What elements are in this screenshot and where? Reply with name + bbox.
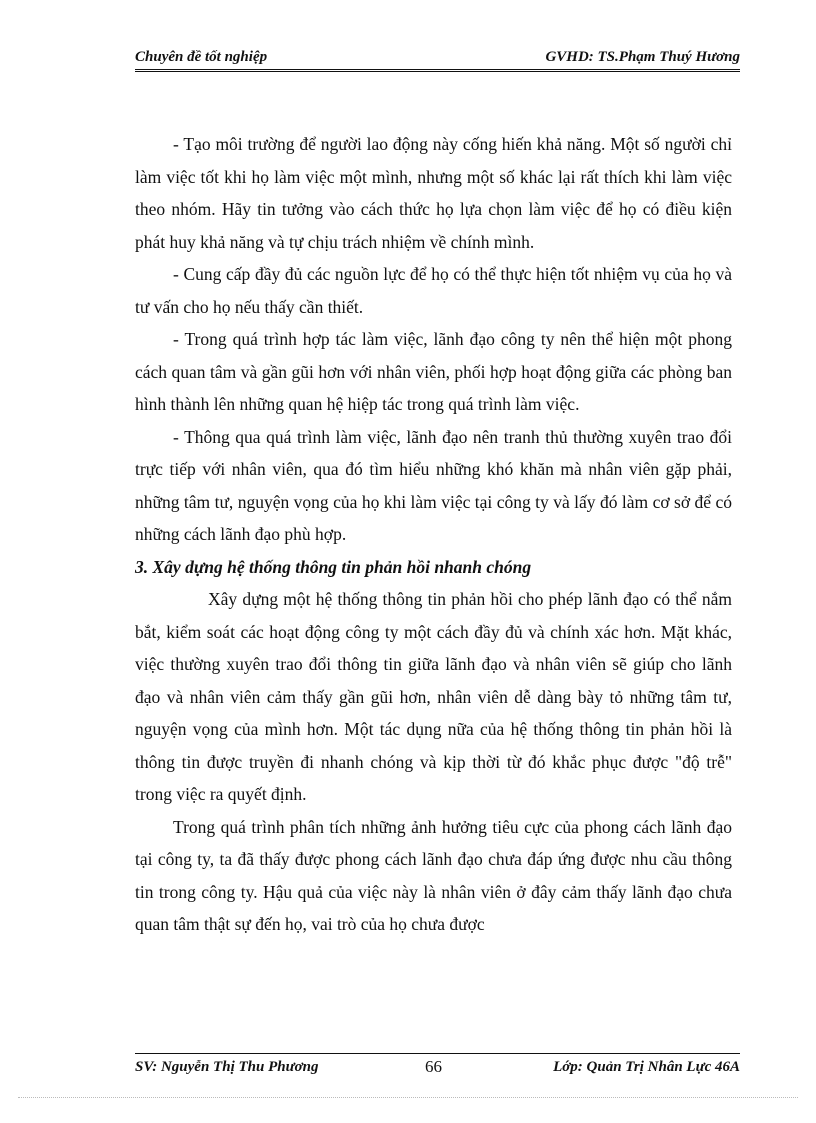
section-heading: 3. Xây dựng hệ thống thông tin phản hồi nhanh chóng bbox=[135, 556, 532, 577]
document-body bbox=[135, 128, 732, 941]
header-document-type: Chuyên đề tốt nghiệp bbox=[135, 49, 268, 65]
header-divider bbox=[135, 69, 740, 72]
paragraph-1: - Tạo môi trường để người lao động này cống hiến khả năng. Một số người chỉ làm việc tốt khi họ làm việc một mình, nhưng một số khác lại rất thích khi làm việc theo nhóm. Hãy tin tưởng vào cách thức họ lựa chọn làm việc để họ có điều kiện phát huy khả năng và tự chịu trách nhiệm về chính mình. bbox=[135, 134, 732, 252]
paragraph-3: - Trong quá trình hợp tác làm việc, lãnh đạo công ty nên thể hiện một phong cách quan tâm và gần gũi hơn với nhân viên, phối hợp hoạt động giữa các phòng ban hình thành lên những quan hệ hiệp tác trong quá trình làm việc. bbox=[135, 329, 732, 414]
page-header bbox=[135, 47, 740, 69]
header-supervisor: GVHD: TS.Phạm Thuý Hương bbox=[545, 49, 740, 65]
paragraph-6: Trong quá trình phân tích những ảnh hưởng tiêu cực của phong cách lãnh đạo tại công ty, ta đã thấy được phong cách lãnh đạo chưa đáp ứng được nhu cầu thông tin trong công ty. Hậu quả của việc này là nhân viên ở đây cảm thấy lãnh đạo chưa quan tâm thật sự đến họ, vai trò của họ chưa được bbox=[135, 816, 732, 934]
page-number: 66 bbox=[425, 1057, 442, 1076]
paragraph-5: Xây dựng một hệ thống thông tin phản hồi cho phép lãnh đạo có thể nắm bắt, kiểm soát các hoạt động công ty một cách đầy đủ và chính xác hơn. Mặt khác, việc thường xuyên trao đổi thông tin giữa lãnh đạo và nhân viên sẽ giúp cho lãnh đạo và nhân viên cảm thấy gần gũi hơn, nhân viên dễ dàng bày tỏ những tâm tư, nguyện vọng của mình hơn. Một tác dụng nữa của hệ thống thông tin phản hồi là thông tin được truyền đi nhanh chóng và kịp thời từ đó khắc phục được "độ trễ" trong việc ra quyết định. bbox=[135, 589, 732, 804]
paragraph-4: - Thông qua quá trình làm việc, lãnh đạo nên tranh thủ thường xuyên trao đổi trực tiếp với nhân viên, qua đó tìm hiểu những khó khăn mà nhân viên gặp phải, những tâm tư, nguyện vọng của họ khi làm việc tại công ty và lấy đó làm cơ sở để có những cách lãnh đạo phù hợp. bbox=[135, 426, 732, 544]
footer-divider bbox=[135, 1053, 740, 1054]
footer-student-name: SV: Nguyễn Thị Thu Phương bbox=[135, 1059, 319, 1075]
paragraph-2: - Cung cấp đầy đủ các nguồn lực để họ có thể thực hiện tốt nhiệm vụ của họ và tư vấn cho họ nếu thấy cần thiết. bbox=[135, 264, 732, 317]
footer-class: Lớp: Quản Trị Nhân Lực 46A bbox=[553, 1059, 740, 1075]
page-boundary-line bbox=[18, 1097, 798, 1098]
page-footer bbox=[135, 1057, 740, 1079]
